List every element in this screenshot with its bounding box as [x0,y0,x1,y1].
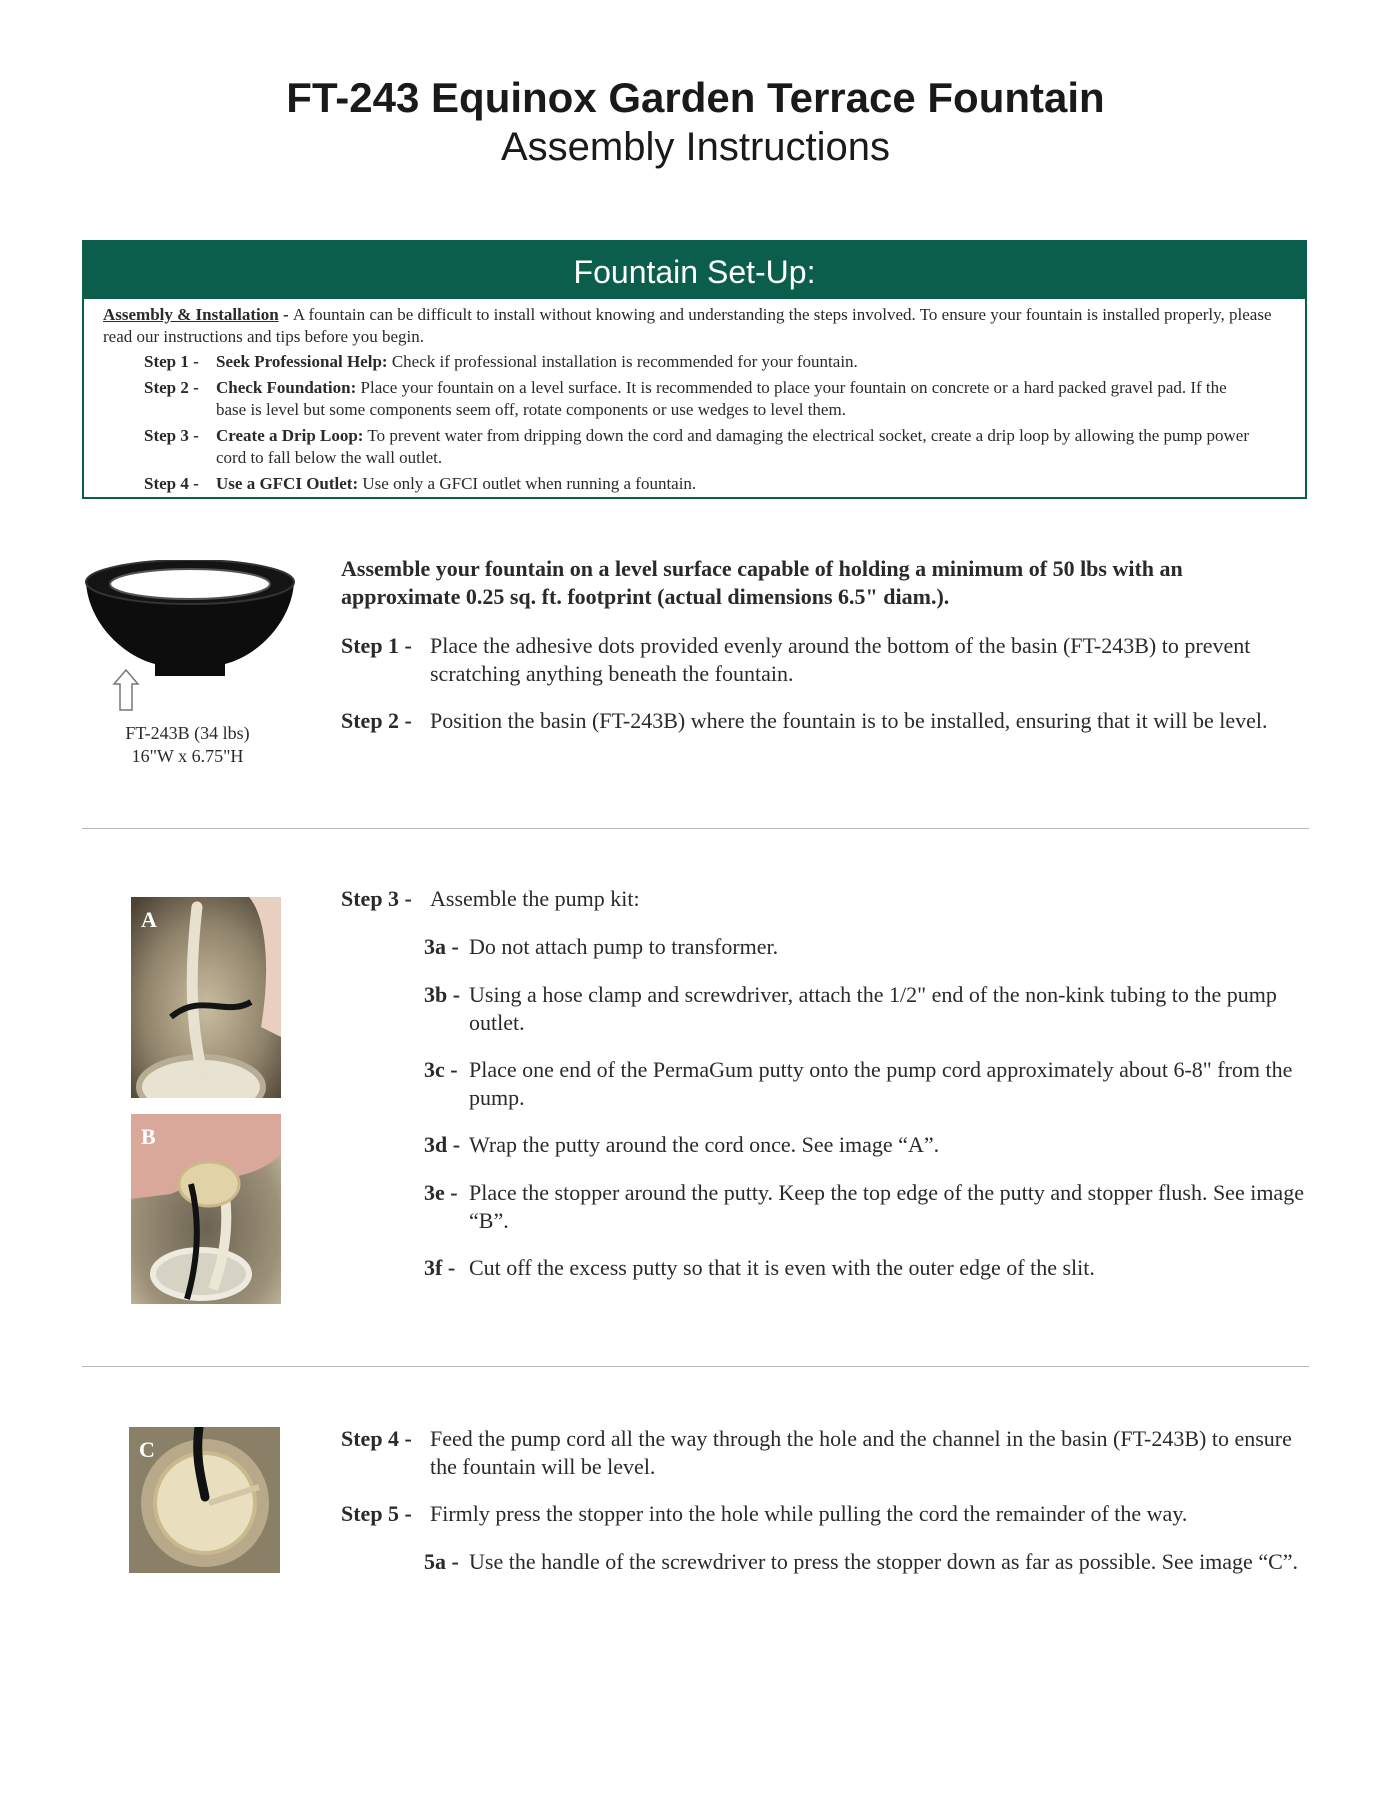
step-label: Step 4 - [341,1426,412,1451]
substep-3b [424,981,1309,1037]
step-text: Assemble the pump kit: [430,886,640,911]
setup-step-label: Step 2 - [144,378,199,397]
photo-c [129,1427,280,1573]
setup-step-text: Place your fountain on a level surface. It is recommended to place your fountain on concrete or a hard packed gravel pad. If the base is level but some components seem off, rotate components or use wedges to level them. [216,378,1227,419]
setup-step-text: Use only a GFCI outlet when running a fountain. [358,474,697,493]
substep-text: Place the stopper around the putty. Keep the top edge of the putty and stopper flush. See image “B”. [469,1180,1304,1233]
substep-text: Using a hose clamp and screwdriver, attach the 1/2" end of the non-kink tubing to the pump outlet. [469,982,1277,1035]
page-title: FT-243 Equinox Garden Terrace Fountain [286,74,1105,121]
setup-step-title: Use a GFCI Outlet: [216,474,359,493]
section3-step-4 [341,1425,1310,1481]
section1-step-1 [341,632,1310,688]
setup-step-text: To prevent water from dripping down the cord and damaging the electrical socket, create a drip loop by allowing the pump power cord to fall below the wall outlet. [216,426,1250,467]
setup-step-2 [144,377,1294,421]
setup-box [82,240,1307,499]
basin-caption-weight: FT-243B (34 lbs) [125,723,250,743]
substep-label: 5a - [424,1549,459,1574]
substep-label: 3b - [424,982,461,1007]
setup-step-4 [144,473,1294,495]
setup-step-label: Step 4 - [144,474,199,493]
substep-3f [424,1254,1309,1282]
section3-step-5 [341,1500,1310,1528]
substep-text: Cut off the excess putty so that it is even with the outer edge of the slit. [469,1255,1095,1280]
substep-label: 3a - [424,934,459,959]
setup-heading: Fountain Set-Up: [84,242,1305,299]
step-text: Position the basin (FT-243B) where the fountain is to be installed, ensuring that it will be level. [430,708,1268,733]
setup-intro-text: A fountain can be difficult to install without knowing and understanding the steps involved. To ensure your fountain is installed properly, please read our instructions and tips before you begin. [103,305,1272,346]
page-header [0,74,1391,172]
step-label: Step 2 - [341,708,412,733]
section1-lead: Assemble your fountain on a level surface capable of holding a minimum of 50 lbs with an approximate 0.25 sq. ft. footprint (actual dimensions 6.5" diam.). [341,556,1183,609]
section2-step-3 [341,885,1310,913]
section-divider [82,828,1309,829]
substep-label: 3e - [424,1180,458,1205]
step-label: Step 1 - [341,633,412,658]
setup-step-title: Create a Drip Loop: [216,426,364,445]
substep-3d [424,1131,1309,1159]
setup-step-title: Seek Professional Help: [216,352,388,371]
setup-intro-dash: - [278,305,293,324]
basin-caption [100,722,275,768]
photo-b [131,1114,281,1304]
setup-intro-label: Assembly & Installation [103,305,279,324]
substep-text: Do not attach pump to transformer. [469,934,779,959]
substep-3a [424,933,1309,961]
substep-label: 3d - [424,1132,461,1157]
section1-step-2 [341,707,1310,735]
photo-a [131,897,281,1098]
section-divider [82,1366,1309,1367]
step-text: Firmly press the stopper into the hole while pulling the cord the remainder of the way. [430,1501,1188,1526]
setup-step-title: Check Foundation: [216,378,357,397]
substep-text: Place one end of the PermaGum putty onto the pump cord approximately about 6-8" from the pump. [469,1057,1293,1110]
photo-b-label: B [141,1124,156,1149]
substep-text: Wrap the putty around the cord once. See image “A”. [469,1132,940,1157]
up-arrow-icon [114,670,138,710]
step-text: Feed the pump cord all the way through the hole and the channel in the basin (FT-243B) to ensure the fountain will be level. [430,1426,1292,1479]
substep-3c [424,1056,1309,1112]
photo-a-label: A [141,907,157,932]
setup-step-3 [144,425,1294,469]
substep-3e [424,1179,1309,1235]
page-subtitle: Assembly Instructions [500,125,891,169]
step-label: Step 3 - [341,886,412,911]
substep-text: Use the handle of the screwdriver to press the stopper down as far as possible. See image “C”. [469,1549,1299,1574]
setup-step-1 [144,351,1294,373]
substep-label: 3c - [424,1057,458,1082]
setup-intro [103,304,1283,348]
step-text: Place the adhesive dots provided evenly around the bottom of the basin (FT-243B) to prevent scratching anything beneath the fountain. [430,633,1251,686]
photo-c-label: C [139,1437,155,1462]
basin-caption-dimensions: 16"W x 6.75"H [131,746,244,766]
step-label: Step 5 - [341,1501,412,1526]
setup-step-label: Step 3 - [144,426,199,445]
setup-step-label: Step 1 - [144,352,199,371]
substep-5a [424,1548,1309,1576]
substep-label: 3f - [424,1255,456,1280]
basin-illustration [80,560,300,715]
setup-step-text: Check if professional installation is recommended for your fountain. [387,352,858,371]
